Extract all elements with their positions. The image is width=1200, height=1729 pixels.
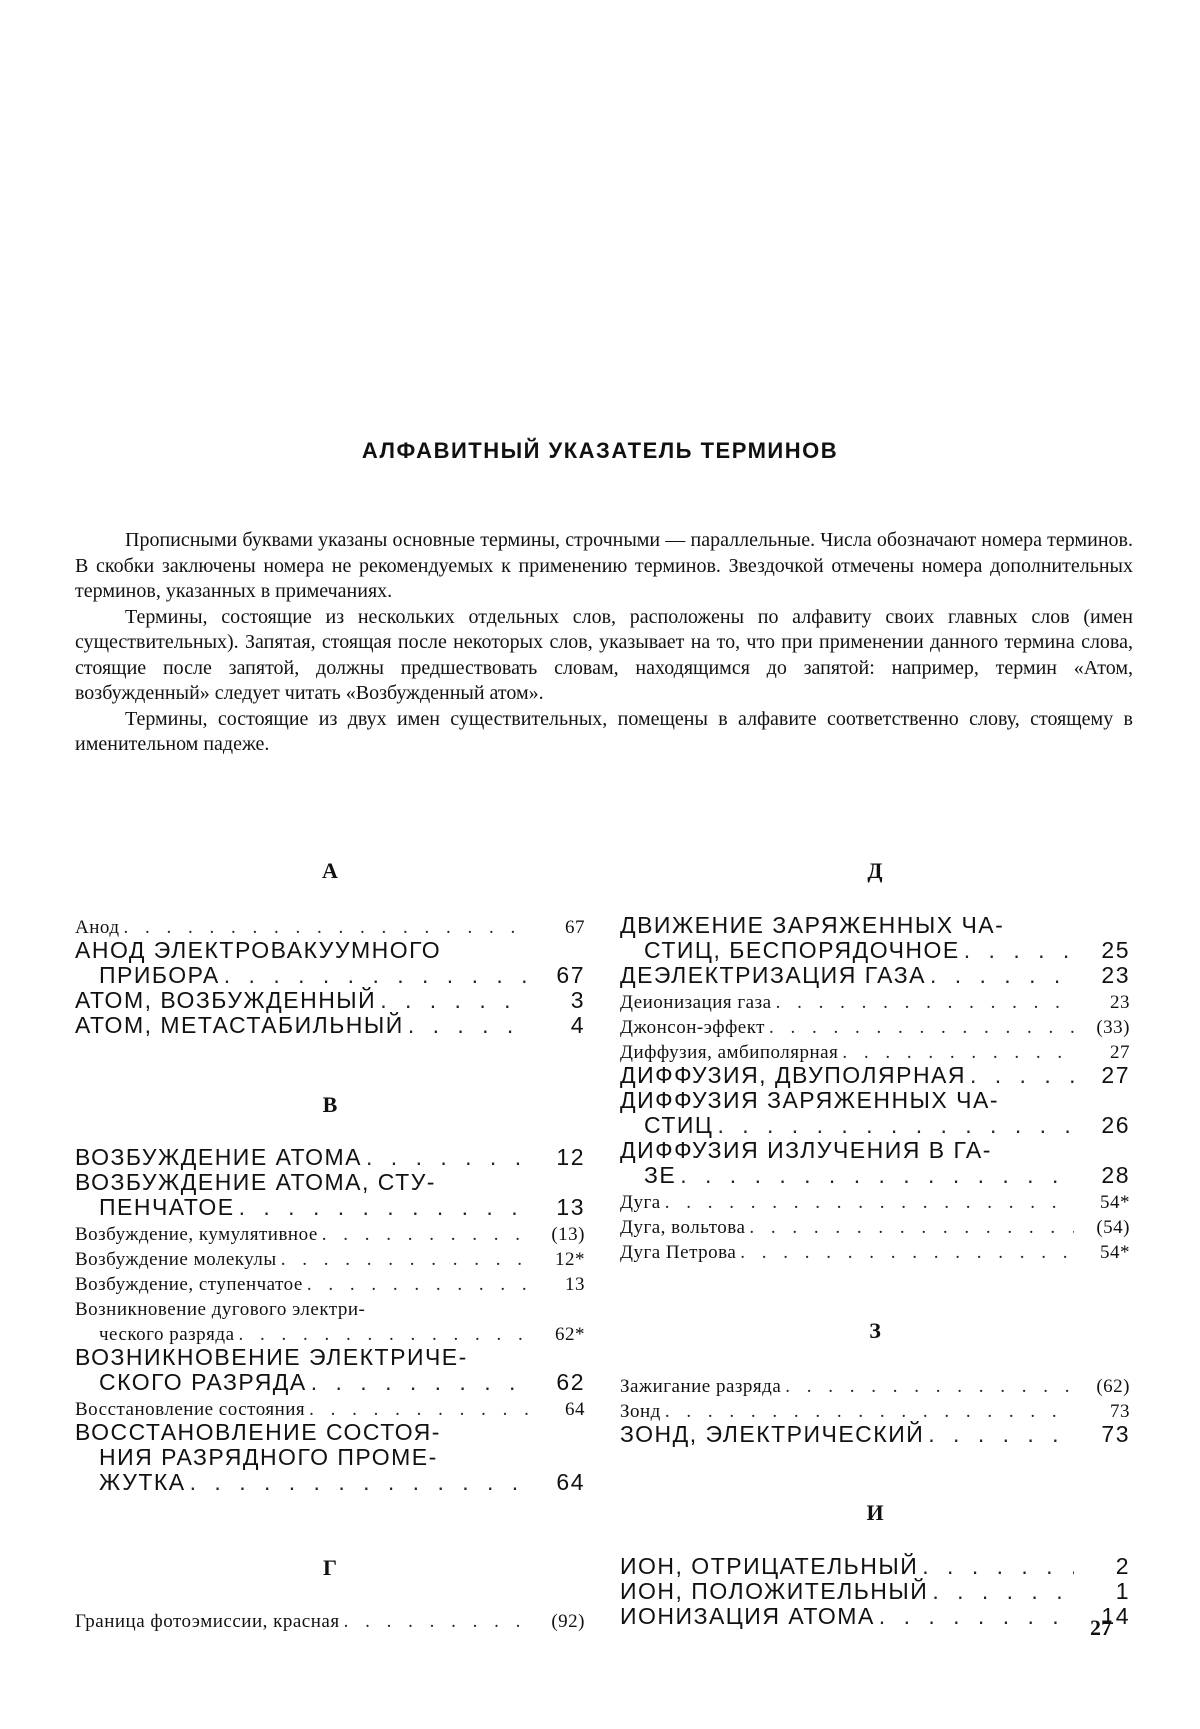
index-entry xyxy=(620,1398,1130,1423)
leader-dots xyxy=(680,1162,1074,1189)
index-entry xyxy=(620,1064,1130,1089)
index-term: СКОГО РАЗРЯДА xyxy=(99,1369,307,1395)
section-letter-z: З xyxy=(869,1318,881,1343)
index-term: ДИФФУЗИЯ, ДВУПОЛЯРНАЯ xyxy=(620,1062,966,1088)
index-term: ДИФФУЗИЯ ЗАРЯЖЕННЫХ ЧА- xyxy=(620,1087,999,1113)
term-number: 64 xyxy=(565,1399,585,1420)
index-term: АНОД ЭЛЕКТРОВАКУУМНОГО xyxy=(75,937,442,963)
index-term: Джонсон-эффект xyxy=(620,1017,765,1038)
page-number: 27 xyxy=(1090,1615,1112,1640)
leader-dots xyxy=(224,962,529,989)
term-number: 23 xyxy=(1101,962,1130,988)
index-entry xyxy=(75,989,585,1014)
index-entry xyxy=(620,1139,1130,1189)
index-term: ДВИЖЕНИЕ ЗАРЯЖЕННЫХ ЧА- xyxy=(620,912,1005,938)
index-term: АТОМ, ВОЗБУЖДЕННЫЙ xyxy=(75,987,377,1013)
term-number: 2 xyxy=(1115,1553,1130,1579)
index-term: ИОНИЗАЦИЯ АТОМА xyxy=(620,1603,875,1629)
term-number: 26 xyxy=(1101,1112,1130,1138)
leader-dots xyxy=(239,1194,529,1221)
index-term: ВОЗБУЖДЕНИЕ АТОМА xyxy=(75,1144,363,1170)
term-number: 12* xyxy=(555,1249,585,1270)
index-entry xyxy=(75,1271,585,1296)
leader-dots xyxy=(776,992,1074,1014)
leader-dots xyxy=(740,1242,1074,1264)
index-term: Возникновение дугового электри- xyxy=(75,1299,366,1320)
index-entry xyxy=(75,1346,585,1396)
index-term: Возбуждение, ступенчатое xyxy=(75,1274,303,1295)
term-number: 14 xyxy=(1101,1603,1130,1629)
section-letter-v: В xyxy=(322,1092,338,1117)
index-term: ДИФФУЗИЯ ИЗЛУЧЕНИЯ В ГА- xyxy=(620,1137,992,1163)
index-entry xyxy=(75,1146,585,1171)
leader-dots xyxy=(930,962,1074,989)
term-number: 73 xyxy=(1110,1401,1130,1422)
index-term: СТИЦ, БЕСПОРЯДОЧНОЕ xyxy=(644,937,960,963)
index-entry xyxy=(75,914,585,939)
index-term: НИЯ РАЗРЯДНОГО ПРОМЕ- xyxy=(99,1444,438,1470)
index-entry xyxy=(75,939,585,989)
index-entry xyxy=(75,1296,585,1346)
section-letter-i: И xyxy=(866,1500,884,1525)
leader-dots xyxy=(307,1274,529,1296)
term-number: 4 xyxy=(570,1012,585,1038)
leader-dots xyxy=(964,937,1074,964)
leader-dots xyxy=(749,1217,1074,1239)
index-term: Возбуждение молекулы xyxy=(75,1249,277,1270)
section-letter-g: Г xyxy=(323,1555,337,1580)
term-number: (13) xyxy=(551,1224,585,1245)
index-term: ПРИБОРА xyxy=(99,962,220,988)
term-number: (92) xyxy=(551,1611,585,1632)
intro-paragraph: Термины, состоящие из двух имен существительных, помещены в алфавите соответственно слову, стоящему в именительном падеже. xyxy=(75,707,1133,755)
index-term: АТОМ, МЕТАСТАБИЛЬНЫЙ xyxy=(75,1012,404,1038)
section-letter-d: Д xyxy=(867,858,883,883)
index-term: ДЕЭЛЕКТРИЗАЦИЯ ГАЗА xyxy=(620,962,926,988)
index-entry xyxy=(75,1171,585,1221)
term-number: 3 xyxy=(570,987,585,1013)
intro-text xyxy=(75,528,1133,758)
index-term: Восстановление состояния xyxy=(75,1399,306,1420)
index-term: ЗОНД, ЭЛЕКТРИЧЕСКИЙ xyxy=(620,1421,925,1447)
index-term: ческого разряда xyxy=(99,1324,235,1345)
index-term: ПЕНЧАТОЕ xyxy=(99,1194,235,1220)
index-entry xyxy=(620,964,1130,989)
index-entry xyxy=(620,1214,1130,1239)
leader-dots xyxy=(124,917,529,939)
term-number: 12 xyxy=(556,1144,585,1170)
term-number: 73 xyxy=(1101,1421,1130,1447)
index-term: Возбуждение, кумулятивное xyxy=(75,1224,318,1245)
leader-dots xyxy=(665,1192,1074,1214)
leader-dots xyxy=(665,1401,1074,1423)
leader-dots xyxy=(879,1603,1074,1630)
leader-dots xyxy=(344,1611,529,1633)
leader-dots xyxy=(380,987,529,1014)
leader-dots xyxy=(785,1376,1074,1398)
index-entry xyxy=(75,1014,585,1039)
leader-dots xyxy=(366,1144,529,1171)
index-term: Зажигание разряда xyxy=(620,1376,782,1397)
index-entry xyxy=(620,1239,1130,1264)
term-number: 1 xyxy=(1115,1578,1130,1604)
index-term: Граница фотоэмиссии, красная xyxy=(75,1611,340,1632)
leader-dots xyxy=(842,1042,1074,1064)
index-term: ЗЕ xyxy=(644,1162,677,1188)
leader-dots xyxy=(190,1469,529,1496)
leader-dots xyxy=(239,1324,529,1346)
leader-dots xyxy=(311,1369,529,1396)
leader-dots xyxy=(932,1578,1074,1605)
leader-dots xyxy=(928,1421,1074,1448)
index-entry xyxy=(620,1039,1130,1064)
index-term: Анод xyxy=(75,917,120,938)
index-entry xyxy=(620,1605,1130,1630)
index-entry xyxy=(75,1221,585,1246)
index-entry xyxy=(75,1608,585,1633)
index-term: ИОН, ОТРИЦАТЕЛЬНЫЙ xyxy=(620,1553,919,1579)
leader-dots xyxy=(408,1012,529,1039)
term-number: (62) xyxy=(1096,1376,1130,1397)
index-term: ВОЗБУЖДЕНИЕ АТОМА, СТУ- xyxy=(75,1169,436,1195)
index-entry xyxy=(620,1014,1130,1039)
index-term: Деионизация газа xyxy=(620,992,772,1013)
index-term: Дуга, вольтова xyxy=(620,1217,746,1238)
index-term: ВОССТАНОВЛЕНИЕ СОСТОЯ- xyxy=(75,1419,441,1445)
leader-dots xyxy=(322,1224,529,1246)
index-term: Дуга xyxy=(620,1192,661,1213)
page-title: АЛФАВИТНЫЙ УКАЗАТЕЛЬ ТЕРМИНОВ xyxy=(361,438,839,463)
index-term: Дуга Петрова xyxy=(620,1242,737,1263)
term-number: 27 xyxy=(1101,1062,1130,1088)
index-entry xyxy=(620,1423,1130,1448)
section-letter-a: А xyxy=(322,858,338,883)
term-number: 54* xyxy=(1100,1192,1130,1213)
term-number: 27 xyxy=(1110,1042,1130,1063)
index-entry xyxy=(75,1421,585,1496)
index-entry xyxy=(620,1189,1130,1214)
term-number: (54) xyxy=(1096,1217,1130,1238)
leader-dots xyxy=(717,1112,1074,1139)
index-entry xyxy=(620,1580,1130,1605)
index-term: ИОН, ПОЛОЖИТЕЛЬНЫЙ xyxy=(620,1578,929,1604)
index-term: Зонд xyxy=(620,1401,661,1422)
leader-dots xyxy=(922,1553,1074,1580)
index-term: Диффузия, амбиполярная xyxy=(620,1042,839,1063)
leader-dots xyxy=(769,1017,1074,1039)
index-entry xyxy=(75,1396,585,1421)
index-entry xyxy=(620,1089,1130,1139)
term-number: 23 xyxy=(1110,992,1130,1013)
term-number: 13 xyxy=(556,1194,585,1220)
intro-paragraph: Прописными буквами указаны основные термины, строчными — параллельные. Числа обозначают номера терминов. В скобки заключены номера не рекомендуемых к применению терминов. Звездочкой отмечены номера дополнительных терминов, указанных в примечаниях. xyxy=(75,529,1133,602)
index-term: ВОЗНИКНОВЕНИЕ ЭЛЕКТРИЧЕ- xyxy=(75,1344,468,1370)
index-entry xyxy=(620,914,1130,964)
index-entry xyxy=(620,1555,1130,1580)
index-entry xyxy=(620,989,1130,1014)
term-number: 13 xyxy=(565,1274,585,1295)
term-number: 64 xyxy=(556,1469,585,1495)
term-number: 67 xyxy=(565,917,585,938)
term-number: 28 xyxy=(1101,1162,1130,1188)
term-number: 67 xyxy=(556,962,585,988)
index-entry xyxy=(620,1373,1130,1398)
intro-paragraph: Термины, состоящие из нескольких отдельных слов, расположены по алфавиту своих главных слов (имен существительных). Запятая, стоящая после некоторых слов, указывает на то, что при применении данного термина слова, стоящие после запятой, должны предшествовать словам, находящимся до запятой: например, термин «Атом, возбужденный» следует читать «Возбужденный атом». xyxy=(75,605,1133,704)
leader-dots xyxy=(281,1249,529,1271)
term-number: 62 xyxy=(556,1369,585,1395)
term-number: 54* xyxy=(1100,1242,1130,1263)
index-entry xyxy=(75,1246,585,1271)
term-number: (33) xyxy=(1096,1017,1130,1038)
index-term: ЖУТКА xyxy=(99,1469,186,1495)
leader-dots xyxy=(970,1062,1074,1089)
term-number: 25 xyxy=(1101,937,1130,963)
index-term: СТИЦ xyxy=(644,1112,714,1138)
term-number: 62* xyxy=(555,1324,585,1345)
leader-dots xyxy=(309,1399,529,1421)
